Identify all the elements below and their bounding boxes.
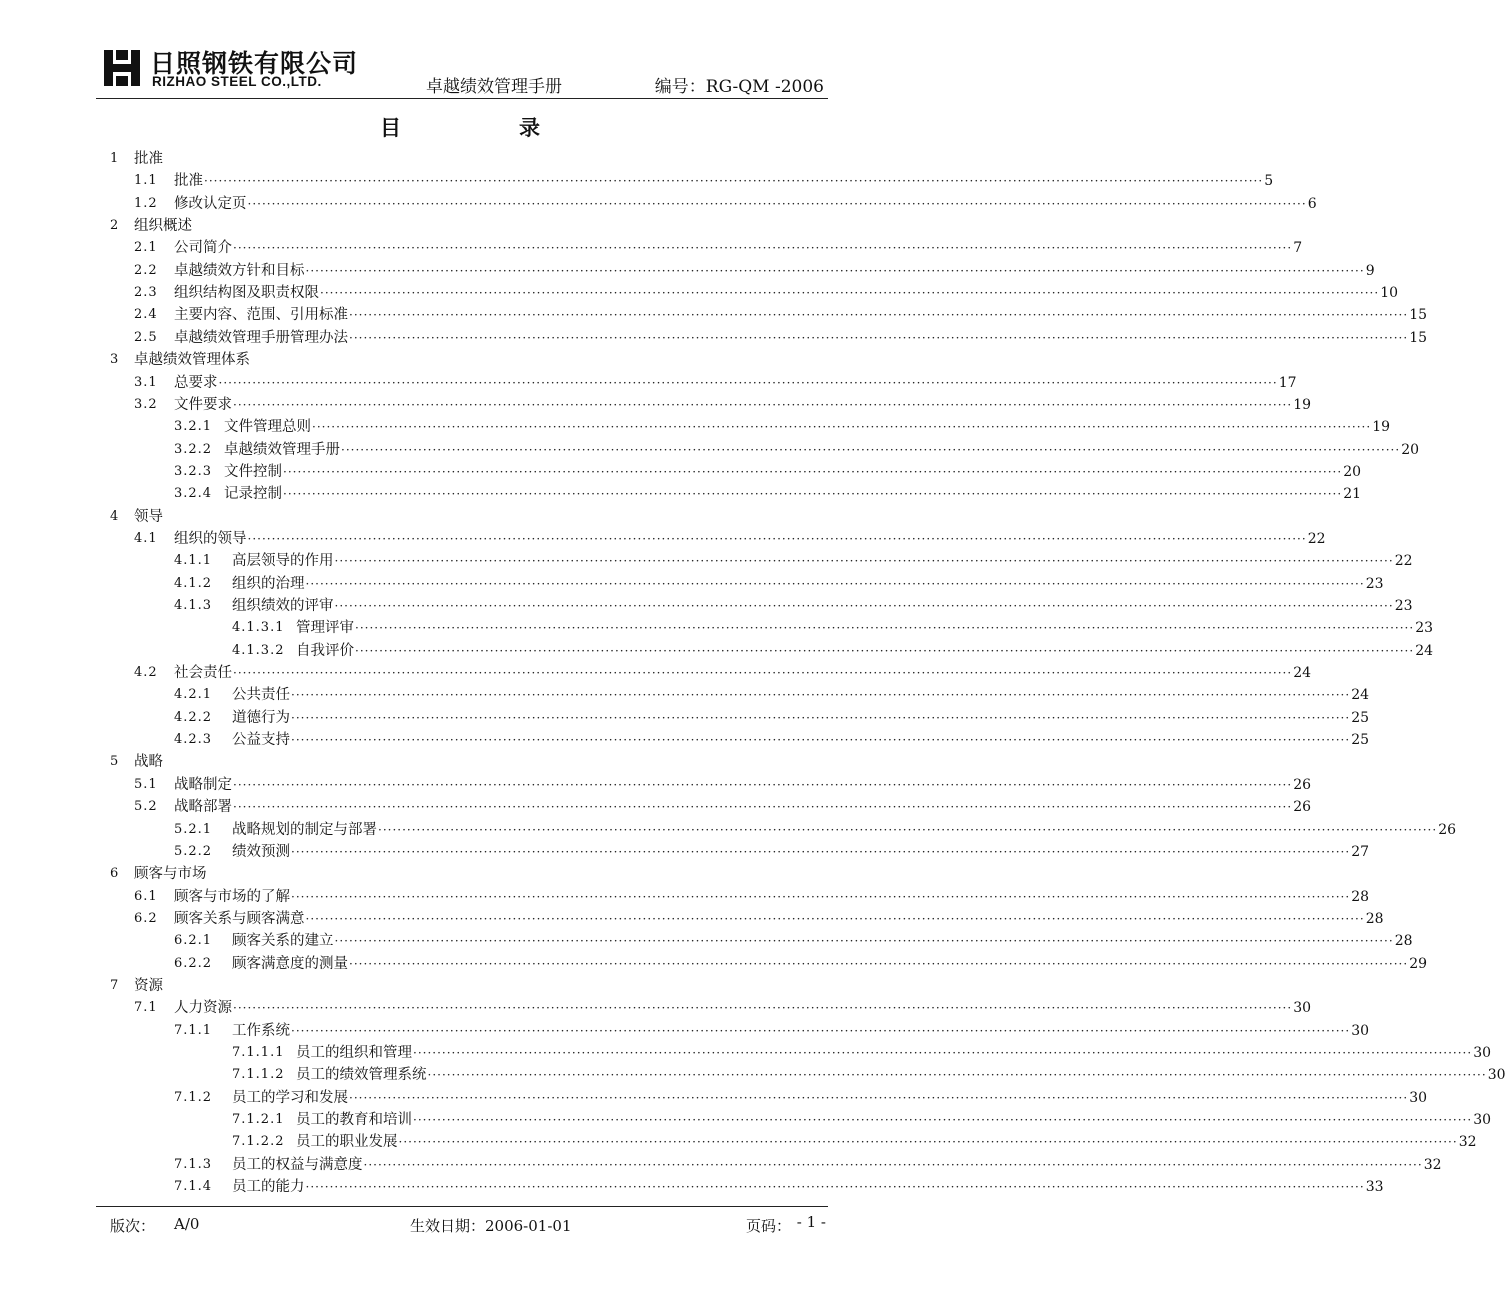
toc-entry-page: 15: [1409, 329, 1428, 346]
toc-entry-number: 5.2.2: [174, 843, 213, 859]
toc-entry-label: 员工的职业发展: [296, 1134, 398, 1151]
toc-entry-number: 7.1.2: [174, 1089, 213, 1105]
toc-leader-dots: ····························································································································································································································: [349, 308, 1409, 323]
toc-entry-label: 修改认定页: [174, 195, 247, 212]
toc-entry-number: 3.1: [134, 374, 158, 390]
toc-leader-dots: ····························································································································································································································: [363, 1157, 1423, 1172]
version-value: A/0: [174, 1215, 200, 1233]
toc-entry-page: 33: [1365, 1179, 1384, 1196]
toc-entry-page: 24: [1415, 642, 1434, 659]
toc-entry[interactable]: [0, 528, 1326, 550]
toc-chapter-label: 顾客与市场: [134, 866, 207, 883]
toc-entry-page: 21: [1343, 486, 1362, 503]
toc-entry-label: 公共责任: [232, 687, 290, 704]
toc-entry-label: 员工的能力: [232, 1179, 305, 1196]
toc-entry-label: 顾客满意度的测量: [232, 955, 348, 972]
toc-entry[interactable]: [0, 416, 1391, 438]
toc-entry-number: 6.2.2: [174, 955, 213, 971]
toc-entry-label: 道德行为: [232, 709, 290, 726]
toc-entry-number: 2.1: [134, 240, 158, 256]
company-name-en: RIZHAO STEEL CO.,LTD.: [152, 74, 322, 89]
toc-entry[interactable]: [0, 260, 1375, 282]
toc-leader-dots: ····························································································································································································································: [341, 442, 1401, 457]
toc-entry-label: 高层领导的作用: [232, 553, 334, 570]
toc-leader-dots: ····························································································································································································································: [218, 375, 1278, 390]
toc-entry[interactable]: [0, 439, 1420, 461]
toc-entry[interactable]: [0, 863, 920, 885]
toc-entry-number: 7.1.3: [174, 1156, 213, 1172]
version-label: 版次：: [110, 1217, 156, 1235]
toc-leader-dots: ····························································································································································································································: [233, 777, 1293, 792]
toc-entry-number: 2: [110, 218, 120, 234]
toc-entry-page: 22: [1307, 530, 1326, 547]
toc-leader-dots: ····························································································································································································································: [305, 263, 1365, 278]
toc-leader-dots: ····························································································································································································································: [247, 196, 1307, 211]
toc-entry-page: 26: [1293, 799, 1312, 816]
toc-entry[interactable]: [0, 327, 1428, 349]
toc-entry[interactable]: [0, 148, 920, 170]
toc-entry[interactable]: [0, 1154, 1442, 1176]
company-logo-mark: [102, 48, 142, 88]
toc-entry-page: 24: [1293, 665, 1312, 682]
toc-entry-label: 顾客与市场的了解: [174, 888, 290, 905]
toc-entry[interactable]: [0, 975, 920, 997]
toc-entry-page: 22: [1394, 553, 1413, 570]
toc-entry[interactable]: [0, 506, 920, 528]
toc-chapter-label: 卓越绩效管理体系: [134, 352, 250, 369]
toc-entry-label: 总要求: [174, 374, 218, 391]
toc-entry-number: 6.2.1: [174, 933, 213, 949]
toc-entry-number: 4.2: [134, 665, 158, 681]
document-name: 卓越绩效管理手册: [426, 77, 562, 97]
toc-entry-label: 组织的治理: [232, 575, 305, 592]
toc-leader-dots: ····························································································································································································································: [334, 599, 1394, 613]
toc-leader-dots: ····························································································································································································································: [291, 889, 1351, 904]
toc-entry[interactable]: [0, 349, 920, 371]
toc-entry-label: 记录控制: [224, 486, 282, 503]
toc-entry-number: 6.2: [134, 910, 158, 926]
toc-entry-number: 5.1: [134, 776, 158, 792]
toc-entry[interactable]: [0, 930, 1413, 952]
toc-entry-page: 23: [1365, 575, 1384, 592]
toc-leader-dots: ····························································································································································································································: [283, 464, 1343, 479]
toc-leader-dots: ····························································································································································································································: [349, 1090, 1409, 1105]
toc-entry-label: 批准: [174, 173, 203, 190]
toc-leader-dots: ····························································································································································································································: [283, 487, 1343, 502]
toc-entry-page: 30: [1487, 1067, 1506, 1084]
toc-entry-page: 32: [1423, 1156, 1442, 1173]
toc-leader-dots: ····························································································································································································································: [305, 911, 1365, 926]
toc-entry-label: 主要内容、范围、引用标准: [174, 307, 348, 324]
toc-entry[interactable]: [0, 886, 1370, 908]
toc-leader-dots: ····························································································································································································································: [378, 822, 1438, 837]
toc-entry[interactable]: [0, 573, 1384, 595]
toc-entry-page: 23: [1394, 598, 1413, 614]
toc-leader-dots: ····························································································································································································································: [413, 1113, 1473, 1128]
toc-entry[interactable]: [0, 707, 1370, 729]
toc-leader-dots: ····························································································································································································································: [427, 1068, 1487, 1083]
toc-entry[interactable]: [0, 550, 1413, 572]
toc-entry[interactable]: [0, 617, 1434, 639]
toc-entry-number: 4.1.1: [174, 553, 213, 569]
toc-entry-number: 5.2.1: [174, 821, 213, 837]
toc-entry-number: 7.1.1.1: [232, 1045, 285, 1060]
toc-entry[interactable]: [0, 215, 920, 237]
toc-entry[interactable]: [0, 841, 1370, 863]
toc-entry-page: 28: [1394, 933, 1413, 950]
toc-entry-number: 2.3: [134, 285, 158, 301]
toc-entry[interactable]: [0, 595, 1413, 617]
toc-entry-number: 3.2: [134, 396, 158, 412]
toc-entry-number: 4: [110, 508, 120, 524]
toc-entry[interactable]: [0, 394, 1312, 416]
toc-entry[interactable]: [0, 461, 1362, 483]
toc-leader-dots: ····························································································································································································································: [398, 1135, 1458, 1150]
toc-entry-page: 32: [1458, 1134, 1477, 1151]
toc-entry-page: 24: [1351, 687, 1370, 704]
toc-leader-dots: ····························································································································································································································: [334, 934, 1394, 949]
page-number-label: 页码：: [746, 1217, 792, 1235]
toc-entry-label: 公益支持: [232, 732, 290, 749]
toc-entry-number: 4.1.2: [174, 575, 213, 591]
toc-entry-number: 3.2.3: [174, 463, 213, 479]
toc-chapter-label: 批准: [134, 151, 163, 167]
toc-entry[interactable]: [0, 193, 1317, 215]
toc-entry-page: 5: [1264, 173, 1274, 190]
toc-leader-dots: ····························································································································································································································: [233, 1001, 1293, 1016]
toc-entry-label: 卓越绩效管理手册管理办法: [174, 329, 348, 346]
toc-entry-number: 1: [110, 151, 120, 166]
toc-entry-label: 顾客关系的建立: [232, 933, 334, 950]
toc-leader-dots: ····························································································································································································································: [355, 643, 1415, 658]
toc-entry-page: 26: [1438, 821, 1457, 838]
toc-entry-page: 30: [1473, 1112, 1492, 1129]
toc-entry-label: 绩效预测: [232, 843, 290, 860]
toc-entry-page: 19: [1372, 419, 1391, 436]
toc-leader-dots: ····························································································································································································································: [204, 174, 1264, 189]
toc-entry[interactable]: [0, 372, 1297, 394]
toc-entry-label: 卓越绩效方针和目标: [174, 262, 305, 279]
toc-leader-dots: ····························································································································································································································: [233, 397, 1293, 412]
toc-entry-number: 7.1.1.2: [232, 1067, 285, 1083]
toc-entry-number: 5.2: [134, 799, 158, 815]
toc-entry[interactable]: [0, 237, 1303, 259]
toc-leader-dots: ····························································································································································································································: [233, 800, 1293, 815]
toc-entry-label: 员工的权益与满意度: [232, 1156, 363, 1173]
toc-leader-dots: ····························································································································································································································: [291, 844, 1351, 859]
toc-entry-number: 4.2.1: [174, 687, 213, 703]
toc-entry-page: 19: [1293, 396, 1312, 413]
toc-entry-number: 7.1.4: [174, 1179, 213, 1195]
page-number: - 1 -: [796, 1213, 826, 1231]
toc-chapter-label: 战略: [134, 754, 163, 771]
toc-entry-number: 6.1: [134, 888, 158, 904]
toc-leader-dots: ····························································································································································································································: [413, 1046, 1473, 1060]
toc-entry-page: 15: [1409, 307, 1428, 324]
toc-leader-dots: ····························································································································································································································: [291, 733, 1351, 748]
toc-entry-page: 29: [1409, 955, 1428, 972]
toc-chapter-label: 组织概述: [134, 218, 192, 235]
toc-entry-number: 3.2.1: [174, 419, 213, 435]
toc-entry-label: 员工的教育和培训: [296, 1112, 412, 1129]
toc-entry-page: 23: [1415, 620, 1434, 637]
toc-entry-page: 10: [1380, 285, 1399, 302]
toc-entry-label: 工作系统: [232, 1022, 290, 1039]
toc-leader-dots: ····························································································································································································································: [291, 1023, 1351, 1038]
toc-entry-label: 人力资源: [174, 1000, 232, 1017]
toc-entry-label: 卓越绩效管理手册: [224, 441, 340, 458]
toc-entry-number: 7: [110, 977, 120, 993]
toc-entry-label: 组织结构图及职责权限: [174, 285, 319, 302]
toc-entry[interactable]: [0, 819, 1457, 841]
toc-entry-label: 文件管理总则: [224, 419, 311, 436]
toc-entry-number: 4.1.3: [174, 598, 213, 613]
toc-entry-label: 自我评价: [296, 642, 354, 659]
toc-entry-page: 17: [1278, 374, 1297, 391]
toc-entry[interactable]: [0, 640, 1434, 662]
toc-entry-number: 7.1.2.2: [232, 1134, 285, 1150]
toc-chapter-label: 资源: [134, 977, 163, 994]
toc-entry-page: 9: [1365, 262, 1375, 279]
toc-entry-page: 20: [1343, 463, 1362, 480]
toc-entry[interactable]: [0, 304, 1428, 326]
toc-entry[interactable]: [0, 751, 920, 773]
toc-entry-label: 管理评审: [296, 620, 354, 637]
toc-entry-number: 4.2.3: [174, 732, 213, 748]
toc-entry-label: 战略规划的制定与部署: [232, 821, 377, 838]
toc-entry-number: 5: [110, 754, 120, 770]
toc-entry[interactable]: [0, 684, 1370, 706]
toc-entry-label: 顾客关系与顾客满意: [174, 910, 305, 927]
toc-entry-number: 7.1.1: [174, 1022, 213, 1038]
toc-entry[interactable]: [0, 483, 1362, 505]
toc-leader-dots: ····························································································································································································································: [355, 621, 1415, 636]
toc-entry-label: 文件控制: [224, 463, 282, 480]
toc-entry-number: 2.5: [134, 329, 158, 345]
toc-entry-page: 7: [1293, 240, 1303, 257]
toc-leader-dots: ····························································································································································································································: [305, 1180, 1365, 1195]
company-logo: [102, 44, 362, 92]
toc-entry-number: 4.2.2: [174, 709, 213, 725]
toc-entry-label: 战略部署: [174, 799, 232, 816]
toc-entry-number: 1.2: [134, 195, 158, 211]
toc-leader-dots: ····························································································································································································································: [312, 420, 1372, 435]
toc-entry-label: 社会责任: [174, 665, 232, 682]
toc-entry-page: 26: [1293, 776, 1312, 793]
toc-entry-label: 组织绩效的评审: [232, 598, 334, 614]
toc-entry-label: 员工的组织和管理: [296, 1045, 412, 1061]
toc-entry-page: 6: [1307, 195, 1317, 212]
toc-leader-dots: ····························································································································································································································: [291, 688, 1351, 703]
toc-entry[interactable]: [0, 953, 1428, 975]
toc-entry-label: 组织的领导: [174, 530, 247, 547]
toc-entry-page: 30: [1293, 1000, 1312, 1017]
toc-leader-dots: ····························································································································································································································: [334, 554, 1394, 569]
toc-entry-number: 3: [110, 352, 120, 368]
page-header: [96, 40, 828, 99]
toc-entry[interactable]: [0, 1131, 1477, 1153]
company-name-cn: 日照钢铁有限公司: [150, 49, 359, 78]
toc-entry[interactable]: [0, 1176, 1384, 1198]
toc-entry-page: 27: [1351, 843, 1370, 860]
toc-title: 目录: [380, 116, 658, 140]
toc-entry-number: 7.1.2.1: [232, 1112, 285, 1128]
toc-entry-page: 28: [1365, 910, 1384, 927]
toc-leader-dots: ····························································································································································································································: [291, 710, 1351, 725]
effective-date: 生效日期：2006-01-01: [410, 1217, 572, 1235]
document-code: 编号：RG-QM -2006: [654, 77, 824, 97]
toc-entry-label: 战略制定: [174, 776, 232, 793]
toc-entry[interactable]: [0, 908, 1384, 930]
toc-entry-number: 3.2.2: [174, 441, 213, 457]
toc-entry-label: 公司简介: [174, 240, 232, 257]
toc-entry[interactable]: [0, 729, 1370, 751]
toc-entry-number: 2.2: [134, 262, 158, 278]
toc-entry-page: 25: [1351, 709, 1370, 726]
toc-entry-page: 20: [1401, 441, 1420, 458]
toc-leader-dots: ····························································································································································································································: [320, 286, 1380, 301]
toc-entry[interactable]: [0, 1109, 1492, 1131]
toc-entry-number: 1.1: [134, 173, 158, 189]
toc-leader-dots: ····························································································································································································································: [233, 241, 1293, 256]
toc-entry[interactable]: [0, 1064, 1506, 1086]
toc-entry-number: 6: [110, 866, 120, 882]
toc-entry-page: 30: [1351, 1022, 1370, 1039]
toc-leader-dots: ····························································································································································································································: [247, 531, 1307, 546]
toc-entry[interactable]: [0, 1042, 1492, 1064]
toc-entry[interactable]: [0, 796, 1312, 818]
toc-entry[interactable]: [0, 997, 1312, 1019]
toc-entry-page: 30: [1473, 1045, 1492, 1061]
toc-chapter-label: 领导: [134, 508, 163, 525]
toc-entry-number: 7.1: [134, 1000, 158, 1016]
toc-entry-number: 3.2.4: [174, 486, 213, 502]
toc-leader-dots: ····························································································································································································································: [233, 666, 1293, 681]
page-footer: [96, 1206, 828, 1247]
toc-entry[interactable]: [0, 1087, 1428, 1109]
toc-entry[interactable]: [0, 170, 1274, 192]
toc-entry-label: 员工的学习和发展: [232, 1089, 348, 1106]
toc-leader-dots: ····························································································································································································································: [349, 330, 1409, 345]
toc-entry-number: 2.4: [134, 307, 158, 323]
toc-leader-dots: ····························································································································································································································: [349, 956, 1409, 971]
toc-entry-page: 25: [1351, 732, 1370, 749]
toc-entry[interactable]: [0, 1020, 1370, 1042]
toc-entry[interactable]: [0, 662, 1312, 684]
toc-entry-number: 4.1: [134, 530, 158, 546]
toc-entry-page: 30: [1409, 1089, 1428, 1106]
toc-leader-dots: ····························································································································································································································: [305, 576, 1365, 591]
toc-entry-number: 4.1.3.1: [232, 620, 285, 636]
toc-entry-label: 文件要求: [174, 396, 232, 413]
toc-entry-label: 员工的绩效管理系统: [296, 1067, 427, 1084]
toc-entry-page: 28: [1351, 888, 1370, 905]
toc-entry-number: 4.1.3.2: [232, 642, 285, 658]
toc-entry[interactable]: [0, 774, 1312, 796]
toc-entry[interactable]: [0, 282, 1399, 304]
